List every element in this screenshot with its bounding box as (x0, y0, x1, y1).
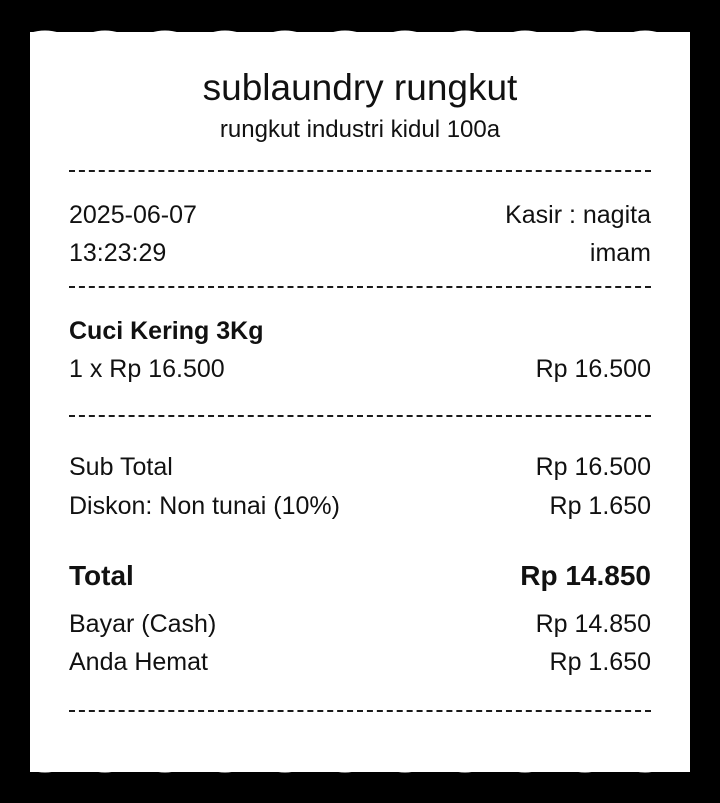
total-value: Rp 14.850 (520, 560, 651, 591)
savings-value: Rp 1.650 (549, 648, 651, 676)
receipt-date: 2025-06-07 (69, 201, 197, 229)
divider (69, 415, 651, 417)
item-line (69, 352, 651, 386)
subtotal-row (69, 450, 651, 484)
savings-label: Anda Hemat (69, 648, 208, 676)
cashier-label: Kasir : nagita (505, 201, 651, 229)
paid-label: Bayar (Cash) (69, 610, 217, 638)
meta-row-2 (69, 236, 651, 270)
subtotal-label: Sub Total (69, 453, 173, 481)
store-address: rungkut industri kidul 100a (219, 116, 501, 143)
receipt-torn-top-edge (30, 28, 690, 38)
paid-row (69, 607, 651, 641)
cashier-name: imam (589, 239, 651, 267)
total-label: Total (69, 560, 134, 591)
subtotal-value: Rp 16.500 (535, 453, 651, 481)
item-amount: Rp 16.500 (535, 355, 651, 383)
paid-value: Rp 14.850 (535, 610, 651, 638)
discount-label: Diskon: Non tunai (10%) (69, 492, 340, 520)
discount-row (69, 489, 651, 523)
store-name: sublaundry rungkut (202, 67, 518, 108)
divider (69, 286, 651, 288)
discount-value: Rp 1.650 (549, 492, 651, 520)
receipt-time: 13:23:29 (69, 239, 167, 267)
total-row (69, 557, 651, 595)
item-name: Cuci Kering 3Kg (69, 317, 264, 345)
divider (69, 710, 651, 712)
meta-row-1 (69, 198, 651, 232)
receipt-torn-bottom-edge (30, 765, 690, 775)
item-qty-price: 1 x Rp 16.500 (69, 355, 225, 383)
divider (69, 170, 651, 172)
savings-row (69, 645, 651, 679)
